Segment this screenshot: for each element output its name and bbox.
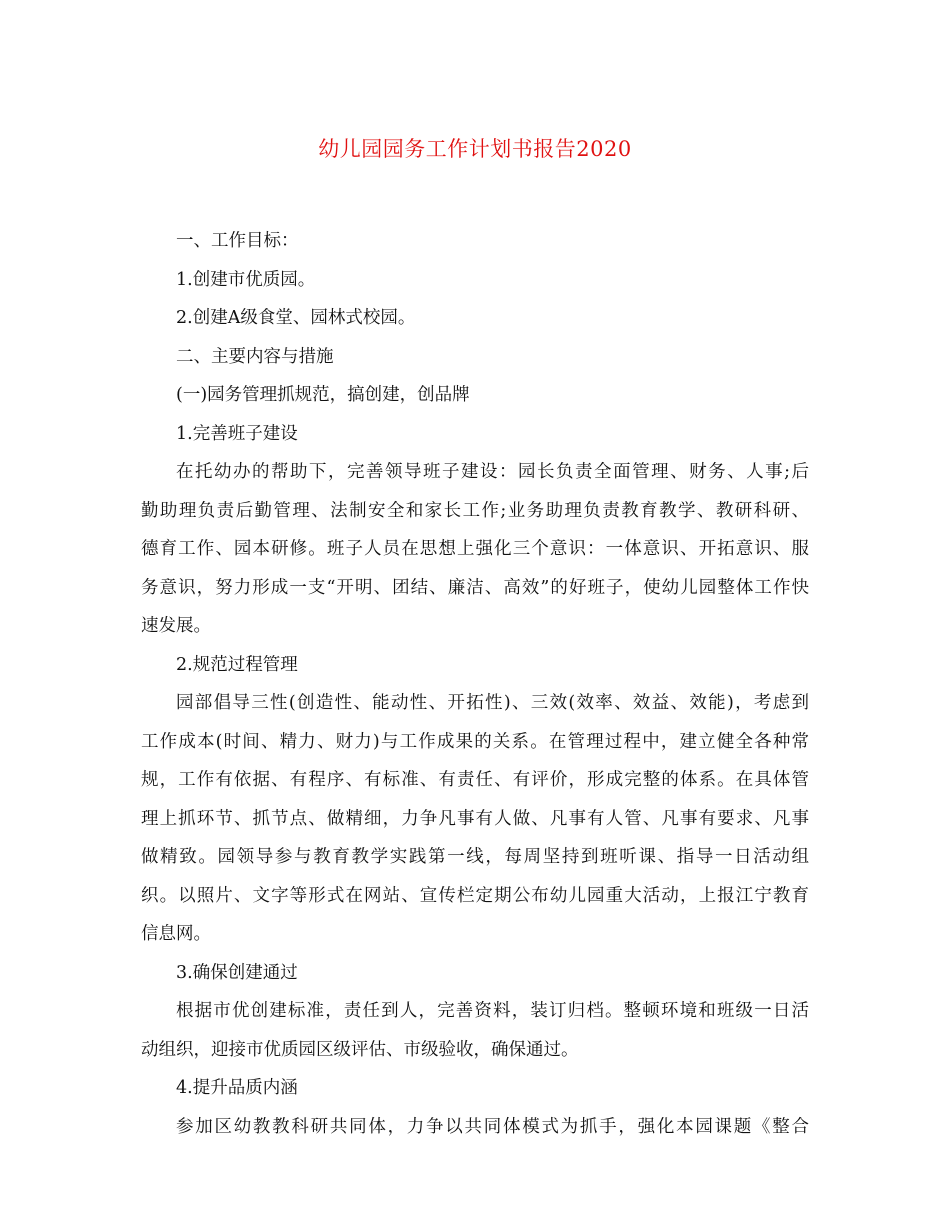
item-heading: 4.提升品质内涵 xyxy=(176,1078,298,1098)
item-heading: 1.完善班子建设 xyxy=(176,423,298,444)
paragraph-line: 工作成本(时间、精力、财力)与工作成果的关系。在管理过程中，建立健全各种常 xyxy=(141,731,809,752)
paragraph-line: 德育工作、园本研修。班子人员在思想上强化三个意识：一体意识、开拓意识、服 xyxy=(141,539,809,559)
section-heading: 一、工作目标： xyxy=(176,231,299,251)
paragraph-line: 做精致。园领导参与教育教学实践第一线，每周坚持到班听课、指导一日活动组 xyxy=(141,847,809,867)
paragraph-line: 速发展。 xyxy=(141,616,211,636)
paragraph-line: 信息网。 xyxy=(141,924,211,944)
item-heading: 2.规范过程管理 xyxy=(176,654,298,675)
paragraph-line: 参加区幼教教科研共同体，力争以共同体模式为抓手，强化本园课题《整合 xyxy=(176,1116,809,1137)
paragraph-line: 在托幼办的帮助下，完善领导班子建设：园长负责全面管理、财务、人事;后 xyxy=(176,462,809,482)
document-body xyxy=(141,222,809,1146)
paragraph-line: 勤助理负责后勤管理、法制安全和家长工作;业务助理负责教育教学、教研科研、 xyxy=(141,500,809,521)
subsection-heading: (一)园务管理抓规范，搞创建，创品牌 xyxy=(176,385,470,405)
paragraph-line: 务意识，努力形成一支“开明、团结、廉洁、高效”的好班子，使幼儿园整体工作快 xyxy=(141,577,809,598)
list-item: 1.创建市优质园。 xyxy=(176,269,316,290)
list-item: 2.创建A级食堂、园林式校园。 xyxy=(176,308,416,328)
section-heading: 二、主要内容与措施 xyxy=(176,346,334,367)
paragraph-line: 园部倡导三性(创造性、能动性、开拓性)、三效(效率、效益、效能)，考虑到 xyxy=(176,693,809,713)
document-title: 幼儿园园务工作计划书报告2020 xyxy=(318,137,632,161)
paragraph-line: 动组织，迎接市优质园区级评估、市级验收，确保通过。 xyxy=(141,1039,579,1060)
paragraph-line: 织。以照片、文字等形式在网站、宣传栏定期公布幼儿园重大活动，上报江宁教育 xyxy=(141,885,809,906)
item-heading: 3.确保创建通过 xyxy=(176,962,298,983)
paragraph-line: 理上抓环节、抓节点、做精细，力争凡事有人做、凡事有人管、凡事有要求、凡事 xyxy=(141,808,809,829)
paragraph-line: 规，工作有依据、有程序、有标准、有责任、有评价，形成完整的体系。在具体管 xyxy=(141,770,809,790)
paragraph-line: 根据市优创建标准，责任到人，完善资料，装订归档。整顿环境和班级一日活 xyxy=(176,1001,809,1021)
